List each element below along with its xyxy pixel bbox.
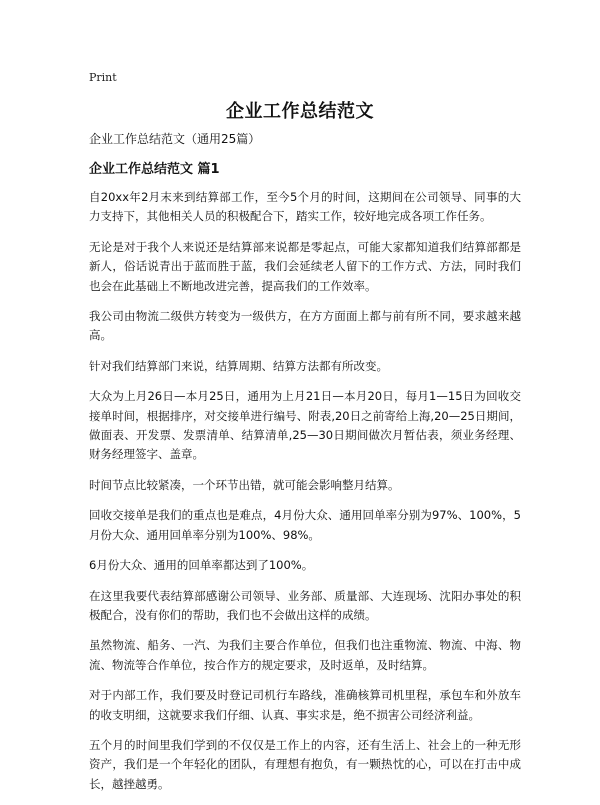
paragraph: 自20xx年2月末来到结算部工作，至今5个月的时间，这期间在公司领导、同事的大力支持下，其他相关人员的积极配合下，踏实工作，较好地完成各项工作任务。: [89, 190, 521, 224]
paragraph: 对于内部工作，我们要及时登记司机行车路线，准确核算司机里程，承包车和外放车的收支明细，这就要求我们仔细、认真、事实求是，绝不损害公司经济利益。: [89, 688, 521, 722]
document-subtitle: 企业工作总结范文（通用25篇）: [89, 132, 261, 146]
paragraph: 我公司由物流二级供方转变为一级供方，在方方面面上都与前有所不同，要求越来越高。: [89, 309, 521, 343]
paragraph: 五个月的时间里我们学到的不仅仅是工作上的内容，还有生活上、社会上的一种无形资产，我们是一个年轻化的团队，有理想有抱负，有一颗热忱的心，可以在打击中成长，越挫越勇。: [89, 737, 521, 791]
paragraph: 时间节点比较紧凑，一个环节出错，就可能会影响整月结算。: [89, 477, 400, 492]
paragraph: 在这里我要代表结算部感谢公司领导、业务部、质量部、大连现场、沈阳办事处的积极配合，没有你们的帮助，我们也不会做出这样的成绩。: [89, 588, 521, 622]
print-label: Print: [89, 71, 117, 84]
section-heading: 企业工作总结范文 篇1: [89, 162, 220, 177]
document-body: [89, 131, 521, 805]
paragraph: 无论是对于我个人来说还是结算部来说都是零起点，可能大家都知道我们结算部都是新人，俗话说青出于蓝而胜于蓝，我们会延续老人留下的工作方式、方法，同时我们也会在此基础上不断地改进完善，提高我们的工作效率。: [89, 239, 521, 293]
document-title: 企业工作总结范文: [226, 101, 374, 122]
paragraph: 虽然物流、船务、一汽、为我们主要合作单位，但我们也注重物流、物流、中海、物流、物流等合作单位，按合作方的规定要求，及时返单，及时结算。: [89, 638, 521, 672]
paragraph: 6月份大众、通用的回单率都达到了100%。: [89, 558, 314, 573]
paragraph: 针对我们结算部门来说，结算周期、结算方法都有所改变。: [89, 358, 388, 373]
paragraph: 回收交接单是我们的重点也是难点，4月份大众、通用回单率分别为97%、100%，5月份大众、通用回单率分别为100%、98%。: [89, 508, 521, 542]
paragraph: 大众为上月26日—本月25日，通用为上月21日—本月20日，每月1—15日为回收交接单时间，根据排序，对交接单进行编号、附表,20日之前寄给上海,20—25日期间，做面表、开发票、发票清单、结算清单,25—30日期间做次月暂估表，须业务经理、财务经理签字、盖章。: [89, 389, 521, 462]
